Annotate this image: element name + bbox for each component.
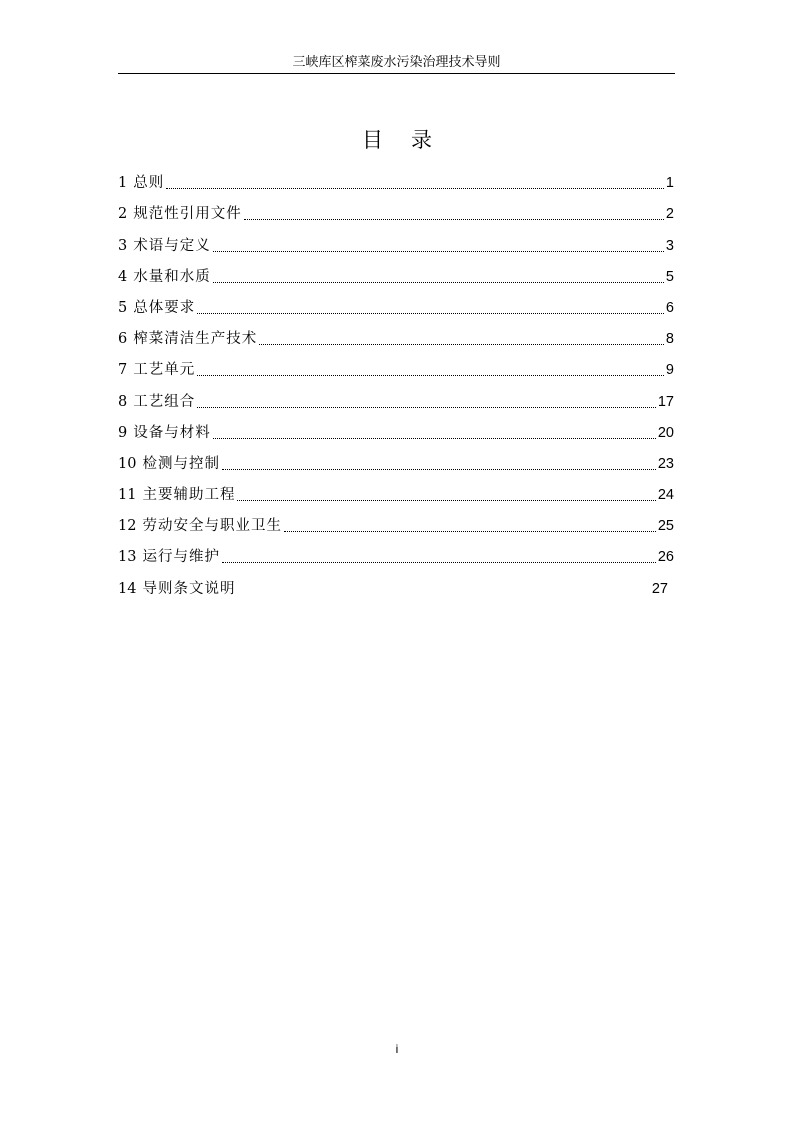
toc-dot-leader <box>222 562 656 563</box>
toc-entry-text: 设备与材料 <box>133 424 211 441</box>
toc-entry-page: 5 <box>665 268 674 285</box>
toc-entry[interactable] <box>118 258 674 289</box>
toc-dot-leader <box>244 219 664 220</box>
toc-entry-text: 榨菜清洁生产技术 <box>133 331 258 348</box>
toc-entry-page: 8 <box>665 331 674 348</box>
toc-entry-number: 4 <box>118 268 128 285</box>
toc-entry-number: 3 <box>118 237 128 254</box>
toc-entry-number: 12 <box>118 518 137 535</box>
toc-dot-leader <box>197 313 664 314</box>
toc-dot-leader <box>166 188 664 189</box>
toc-entry-number: 13 <box>118 549 137 566</box>
page-number: i <box>395 1042 399 1056</box>
table-of-contents <box>118 164 674 601</box>
toc-entry-text: 规范性引用文件 <box>133 206 242 223</box>
toc-entry-page: 17 <box>657 393 674 410</box>
toc-entry[interactable] <box>118 164 674 195</box>
toc-dot-leader <box>259 344 664 345</box>
toc-entry-label <box>118 296 195 320</box>
header-rule <box>118 73 675 74</box>
toc-entry-label <box>118 452 220 476</box>
toc-entry-number: 7 <box>118 362 128 379</box>
toc-dot-leader <box>197 407 656 408</box>
toc-dot-leader <box>284 531 656 532</box>
toc-dot-leader <box>197 375 664 376</box>
toc-entry[interactable] <box>118 195 674 226</box>
toc-dot-leader <box>237 500 655 501</box>
toc-entry-number: 5 <box>118 299 128 316</box>
toc-entry-number: 2 <box>118 206 128 223</box>
toc-entry-page: 20 <box>657 424 674 441</box>
toc-entry[interactable] <box>118 382 674 413</box>
toc-entry-label <box>118 202 242 226</box>
toc-entry-text: 总则 <box>133 175 165 192</box>
toc-entry-text: 工艺单元 <box>133 362 196 379</box>
toc-entry-label <box>118 327 257 351</box>
toc-entry-page: 6 <box>665 299 674 316</box>
toc-entry-page: 24 <box>657 487 674 504</box>
toc-entry-page: 25 <box>657 518 674 535</box>
toc-entry-text: 导则条文说明 <box>142 580 236 597</box>
toc-entry-text: 运行与维护 <box>142 549 220 566</box>
toc-entry-page: 1 <box>665 175 674 192</box>
toc-entry-label <box>118 545 220 569</box>
toc-entry-label <box>118 265 211 289</box>
toc-entry-label <box>118 171 164 195</box>
toc-dot-leader <box>222 469 656 470</box>
toc-entry-text: 主要辅助工程 <box>142 487 236 504</box>
toc-entry-page: 27 <box>651 580 668 597</box>
toc-entry-page: 3 <box>665 237 674 254</box>
toc-entry-page: 26 <box>657 549 674 566</box>
toc-entry-page: 9 <box>665 362 674 379</box>
toc-entry[interactable] <box>118 289 674 320</box>
toc-entry-number: 9 <box>118 424 128 441</box>
toc-entry[interactable] <box>118 320 674 351</box>
toc-entry-number: 14 <box>118 580 137 597</box>
toc-entry-label <box>118 421 211 445</box>
toc-entry-text: 总体要求 <box>133 299 196 316</box>
toc-entry-label <box>118 358 195 382</box>
toc-dot-leader <box>213 282 664 283</box>
toc-entry-number: 11 <box>118 487 137 504</box>
toc-entry[interactable] <box>118 476 674 507</box>
toc-entry-label <box>118 514 282 538</box>
toc-entry-number: 8 <box>118 393 128 410</box>
toc-entry[interactable] <box>118 226 674 257</box>
toc-entry-text: 工艺组合 <box>133 393 196 410</box>
toc-entry-page: 2 <box>665 206 674 223</box>
toc-entry-label <box>118 390 195 414</box>
toc-entry-number: 10 <box>118 455 137 472</box>
toc-entry[interactable] <box>118 538 674 569</box>
toc-entry-text: 检测与控制 <box>142 455 220 472</box>
toc-entry[interactable] <box>118 507 674 538</box>
toc-entry-text: 劳动安全与职业卫生 <box>142 518 282 535</box>
toc-dot-leader <box>213 251 664 252</box>
toc-entry[interactable] <box>118 569 674 600</box>
toc-entry-label <box>118 577 235 601</box>
toc-entry[interactable] <box>118 351 674 382</box>
toc-entry-number: 1 <box>118 175 128 192</box>
running-header: 三峡库区榨菜废水污染治理技术导则 <box>292 55 501 70</box>
toc-entry-text: 水量和水质 <box>133 268 211 285</box>
toc-dot-leader <box>213 438 656 439</box>
toc-title: 目录 <box>362 128 460 152</box>
toc-entry-label <box>118 234 211 258</box>
toc-entry-text: 术语与定义 <box>133 237 211 254</box>
toc-entry[interactable] <box>118 414 674 445</box>
toc-entry[interactable] <box>118 445 674 476</box>
toc-entry-number: 6 <box>118 331 128 348</box>
toc-entry-page: 23 <box>657 455 674 472</box>
toc-entry-label <box>118 483 235 507</box>
